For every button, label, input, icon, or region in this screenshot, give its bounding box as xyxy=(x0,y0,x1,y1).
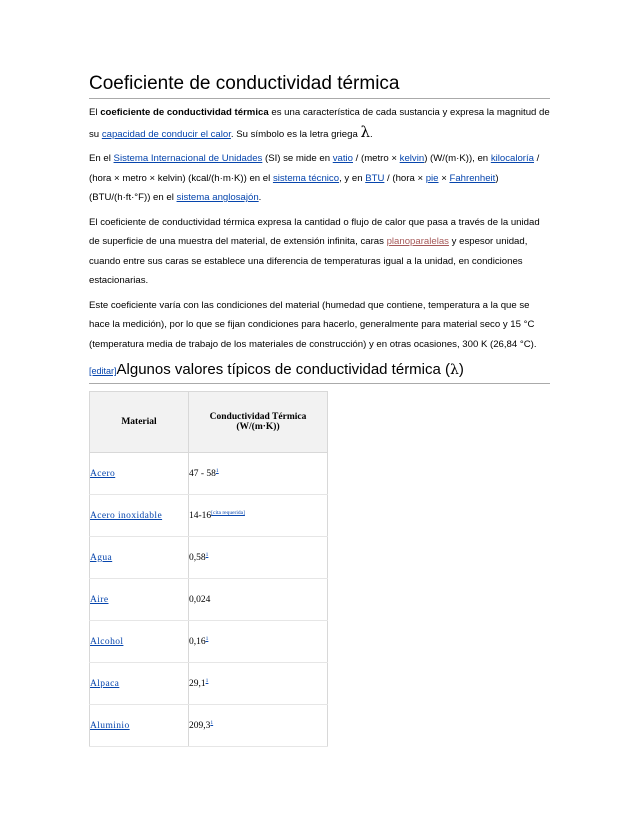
text: es una característica de cada sustancia y expresa la magnitud de su xyxy=(89,107,550,140)
conductivity-value: 14-16 xyxy=(189,511,212,521)
material-link[interactable]: Alcohol xyxy=(90,636,124,647)
material-cell xyxy=(90,453,189,495)
text: y espesor unidad, cuando entre sus caras se establece una diferencia de temperaturas igual a la unidad, en condiciones estacionarias. xyxy=(89,236,528,286)
reference-link[interactable]: [cita requerida] xyxy=(211,510,245,516)
text: El coeficiente de conductividad térmica expresa la cantidad o flujo de calor que pasa a través de la unidad de superficie de una muestra del material, de extensión infinita, caras xyxy=(89,216,540,247)
table-row xyxy=(90,495,328,537)
material-cell xyxy=(90,663,189,705)
link-btu[interactable]: BTU xyxy=(365,172,385,184)
text: / (metro × xyxy=(353,153,400,164)
reference-sup xyxy=(206,552,209,558)
material-cell xyxy=(90,705,189,747)
intro-paragraph xyxy=(89,103,550,144)
text: , y en xyxy=(339,172,366,184)
conductivity-cell xyxy=(189,663,328,705)
link-vatio[interactable]: vatio xyxy=(332,153,353,164)
conductivity-cell xyxy=(189,621,328,663)
conductivity-cell xyxy=(189,705,328,747)
page-title: Coeficiente de conductividad térmica xyxy=(89,72,550,99)
conductivity-value: 47 - 58 xyxy=(189,469,216,479)
reference-sup xyxy=(216,468,219,474)
conductivity-cell xyxy=(189,495,328,537)
link-sistema-internacional[interactable]: Sistema Internacional de Unidades xyxy=(113,153,263,164)
material-link[interactable]: Alpaca xyxy=(90,678,120,689)
header-conductivity-line1: Conductividad Térmica xyxy=(209,412,307,422)
table-header-row xyxy=(90,392,328,453)
table-row xyxy=(90,705,328,747)
link-pie[interactable]: pie xyxy=(425,172,439,184)
conditions-paragraph: Este coeficiente varía con las condiciones del material (humedad que contiene, temperatura a la que se hace la medición), por lo que se fijan condiciones para hacerlo, generalmente para material seco y 15 °C (temperatura media de trabajo de los materiales de construcción) y en otras ocasiones, 300 K (26,84 °C). xyxy=(89,299,537,350)
text: (SI) se mide en xyxy=(262,153,333,164)
table-row xyxy=(90,663,328,705)
material-cell xyxy=(90,495,189,537)
conductivity-value: 0,024 xyxy=(189,594,211,605)
material-cell xyxy=(90,621,189,663)
link-sistema-tecnico[interactable]: sistema técnico xyxy=(272,172,340,184)
reference-sup xyxy=(206,678,209,684)
header-material: Material xyxy=(90,392,189,453)
link-kelvin[interactable]: kelvin xyxy=(399,153,425,164)
reference-link[interactable]: 1 xyxy=(205,678,209,684)
units-paragraph xyxy=(89,149,550,208)
conductivity-cell xyxy=(189,453,328,495)
reference-sup xyxy=(206,636,209,642)
bold-term: coeficiente de conductividad térmica xyxy=(100,107,269,118)
material-cell xyxy=(90,579,189,621)
text: / (hora × metro × kelvin) (kcal/(h·m·K)) en el xyxy=(89,153,540,184)
conductivity-table xyxy=(89,391,328,747)
edit-link[interactable]: [editar] xyxy=(89,366,117,376)
definition-paragraph xyxy=(89,213,550,291)
table-row xyxy=(90,453,328,495)
text: El xyxy=(89,107,101,118)
conductivity-value: 209,3 xyxy=(189,721,211,731)
link-sistema-anglosajon[interactable]: sistema anglosajón xyxy=(176,192,259,203)
text: En el xyxy=(89,153,114,164)
material-link[interactable]: Acero inoxidable xyxy=(90,510,163,521)
article xyxy=(89,72,550,747)
lambda-symbol: λ xyxy=(450,362,459,378)
reference-link[interactable]: 1 xyxy=(205,552,209,558)
lambda-symbol: λ xyxy=(360,122,370,141)
material-link[interactable]: Acero xyxy=(90,468,116,479)
reference-link[interactable]: 1 xyxy=(210,720,214,726)
text: × xyxy=(438,172,450,184)
table-row xyxy=(90,621,328,663)
conductivity-value: 29,1 xyxy=(189,679,206,689)
text: . xyxy=(370,128,373,140)
conductivity-cell xyxy=(189,537,328,579)
reference-link[interactable]: 1 xyxy=(215,468,219,474)
section-heading xyxy=(89,360,550,384)
material-cell xyxy=(90,537,189,579)
text: ) (BTU/(h·ft·°F)) en el xyxy=(89,172,499,203)
header-conductivity xyxy=(189,392,328,453)
conductivity-cell xyxy=(189,579,328,621)
link-capacidad-conducir-calor[interactable]: capacidad de conducir el calor xyxy=(101,128,231,140)
material-link[interactable]: Aire xyxy=(90,594,109,605)
reference-link[interactable]: 1 xyxy=(205,636,209,642)
table-row xyxy=(90,579,328,621)
text: / (hora × xyxy=(384,172,426,184)
link-kilocaloria[interactable]: kilocaloría xyxy=(490,153,535,164)
header-conductivity-line2: (W/(m·K)) xyxy=(236,422,280,432)
text: . Su símbolo es la letra griega xyxy=(230,128,361,140)
text: ) (W/(m·K)), en xyxy=(424,153,491,164)
reference-sup xyxy=(210,720,213,726)
link-planoparalelas[interactable]: planoparalelas xyxy=(386,236,449,247)
text: ) xyxy=(458,361,464,378)
section-title: Algunos valores típicos de conductividad térmica ( xyxy=(116,361,451,378)
table-row xyxy=(90,537,328,579)
material-link[interactable]: Agua xyxy=(90,552,113,563)
text: . xyxy=(258,192,262,203)
conductivity-value: 0,58 xyxy=(189,553,206,563)
link-fahrenheit[interactable]: Fahrenheit xyxy=(449,172,496,184)
reference-sup xyxy=(211,510,245,516)
material-link[interactable]: Aluminio xyxy=(90,720,130,731)
conductivity-value: 0,16 xyxy=(189,637,206,647)
